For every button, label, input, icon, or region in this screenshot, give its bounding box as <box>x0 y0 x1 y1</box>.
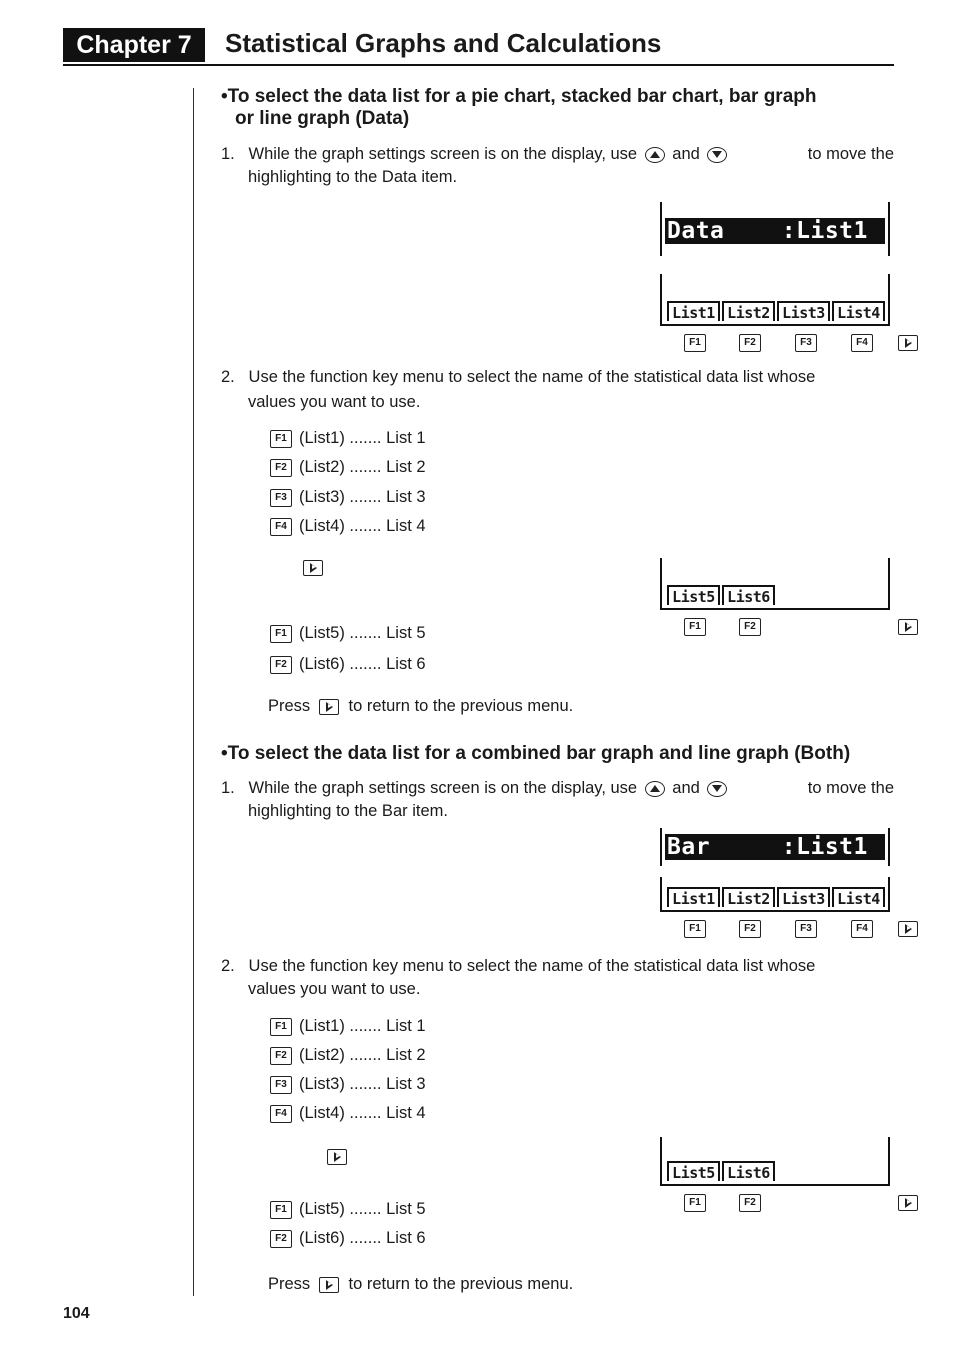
f2-key-icon: F2 <box>739 920 761 938</box>
f2-key-icon: F2 <box>739 334 761 352</box>
lcd-screen-bar <box>660 828 890 866</box>
menu-cell-list5: List5 <box>667 585 720 605</box>
f3-key-icon: F3 <box>795 920 817 938</box>
menu-cell-list1: List1 <box>667 301 720 321</box>
option-row: F3 (List3) ....... List 3 <box>270 1074 426 1094</box>
f3-key-icon: F3 <box>270 489 292 507</box>
right-arrow-key-icon <box>898 335 918 351</box>
margin-rule <box>193 88 194 1296</box>
f1-key-icon: F1 <box>270 1201 292 1219</box>
menu-cell-list4: List4 <box>832 301 885 321</box>
fkey-row <box>660 1194 920 1214</box>
fkey-row <box>660 334 920 354</box>
f4-key-icon: F4 <box>270 1105 292 1123</box>
press-note: Press to return to the previous menu. <box>268 1275 574 1293</box>
right-arrow-key-icon <box>327 1149 347 1165</box>
f1-key-icon: F1 <box>684 334 706 352</box>
section1-step2: 2. Use the function key menu to select the name of the statistical data list whose values you want to use. <box>221 368 816 411</box>
fkey-row <box>660 920 920 940</box>
option-row: F2 (List2) ....... List 2 <box>270 457 426 477</box>
option-row: F1 (List1) ....... List 1 <box>270 1016 426 1036</box>
right-arrow-key-icon <box>319 1277 339 1293</box>
right-arrow-key-icon <box>898 921 918 937</box>
chapter-title: Statistical Graphs and Calculations <box>225 28 662 58</box>
right-arrow-key-icon <box>898 1195 918 1211</box>
f1-key-icon: F1 <box>684 920 706 938</box>
lcd-highlight: Data :List1 <box>665 218 885 244</box>
f1-key-icon: F1 <box>270 625 292 643</box>
f1-key-icon: F1 <box>270 430 292 448</box>
section2-step2: 2. Use the function key menu to select the name of the statistical data list whose values you want to use. <box>221 957 816 998</box>
lcd-function-menu <box>660 877 890 912</box>
cursor-up-key-icon <box>645 147 665 163</box>
chapter-label: Chapter 7 <box>63 28 205 62</box>
lcd-function-menu-2 <box>660 1137 890 1186</box>
option-row: F1 (List5) ....... List 5 <box>270 623 426 643</box>
f1-key-icon: F1 <box>270 1018 292 1036</box>
option-row: F2 (List6) ....... List 6 <box>270 1228 426 1248</box>
f4-key-icon: F4 <box>851 920 873 938</box>
f1-key-icon: F1 <box>684 618 706 636</box>
menu-cell-list6: List6 <box>722 585 775 605</box>
f2-key-icon: F2 <box>739 1194 761 1212</box>
f2-key-icon: F2 <box>270 459 292 477</box>
lcd-highlight: Bar :List1 <box>665 834 885 860</box>
menu-cell-list3: List3 <box>777 301 830 321</box>
section2-step1: 1. While the graph settings screen is on the display, use and to move the highlighting to the Bar item. <box>221 779 894 820</box>
press-note: Press to return to the previous menu. <box>268 697 574 715</box>
option-row: F4 (List4) ....... List 4 <box>270 1103 426 1123</box>
menu-cell-list1: List1 <box>667 887 720 907</box>
lcd-screen-data <box>660 202 890 256</box>
menu-cell-list4: List4 <box>832 887 885 907</box>
menu-cell-list3: List3 <box>777 887 830 907</box>
option-row: F2 (List6) ....... List 6 <box>270 654 426 674</box>
right-arrow-key-icon <box>319 699 339 715</box>
menu-cell-list2: List2 <box>722 301 775 321</box>
section2-heading: •To select the data list for a combined bar graph and line graph (Both) <box>221 743 851 764</box>
menu-cell-list6: List6 <box>722 1161 775 1181</box>
lcd-function-menu <box>660 274 890 326</box>
lcd-function-menu-2 <box>660 558 890 610</box>
f3-key-icon: F3 <box>270 1076 292 1094</box>
f4-key-icon: F4 <box>851 334 873 352</box>
f1-key-icon: F1 <box>684 1194 706 1212</box>
cursor-up-key-icon <box>645 781 665 797</box>
f2-key-icon: F2 <box>739 618 761 636</box>
cursor-down-key-icon <box>707 147 727 163</box>
option-row: F1 (List1) ....... List 1 <box>270 428 426 448</box>
option-row: F2 (List2) ....... List 2 <box>270 1045 426 1065</box>
chapter-header <box>63 28 894 66</box>
menu-cell-list2: List2 <box>722 887 775 907</box>
option-row: F1 (List5) ....... List 5 <box>270 1199 426 1219</box>
fkey-row <box>660 618 920 638</box>
option-row: F3 (List3) ....... List 3 <box>270 487 426 507</box>
page-number: 104 <box>63 1305 90 1322</box>
section1-heading: •To select the data list for a pie chart, stacked bar chart, bar graph or line graph (Data) <box>221 86 817 129</box>
f2-key-icon: F2 <box>270 1047 292 1065</box>
menu-cell-list5: List5 <box>667 1161 720 1181</box>
f2-key-icon: F2 <box>270 656 292 674</box>
right-arrow-key-icon <box>303 560 323 576</box>
f3-key-icon: F3 <box>795 334 817 352</box>
section1-step1: 1. While the graph settings screen is on the display, use and to move the highlighting to the Data item. <box>221 145 894 186</box>
f4-key-icon: F4 <box>270 518 292 536</box>
f2-key-icon: F2 <box>270 1230 292 1248</box>
cursor-down-key-icon <box>707 781 727 797</box>
right-arrow-key-icon <box>898 619 918 635</box>
option-row: F4 (List4) ....... List 4 <box>270 516 426 536</box>
